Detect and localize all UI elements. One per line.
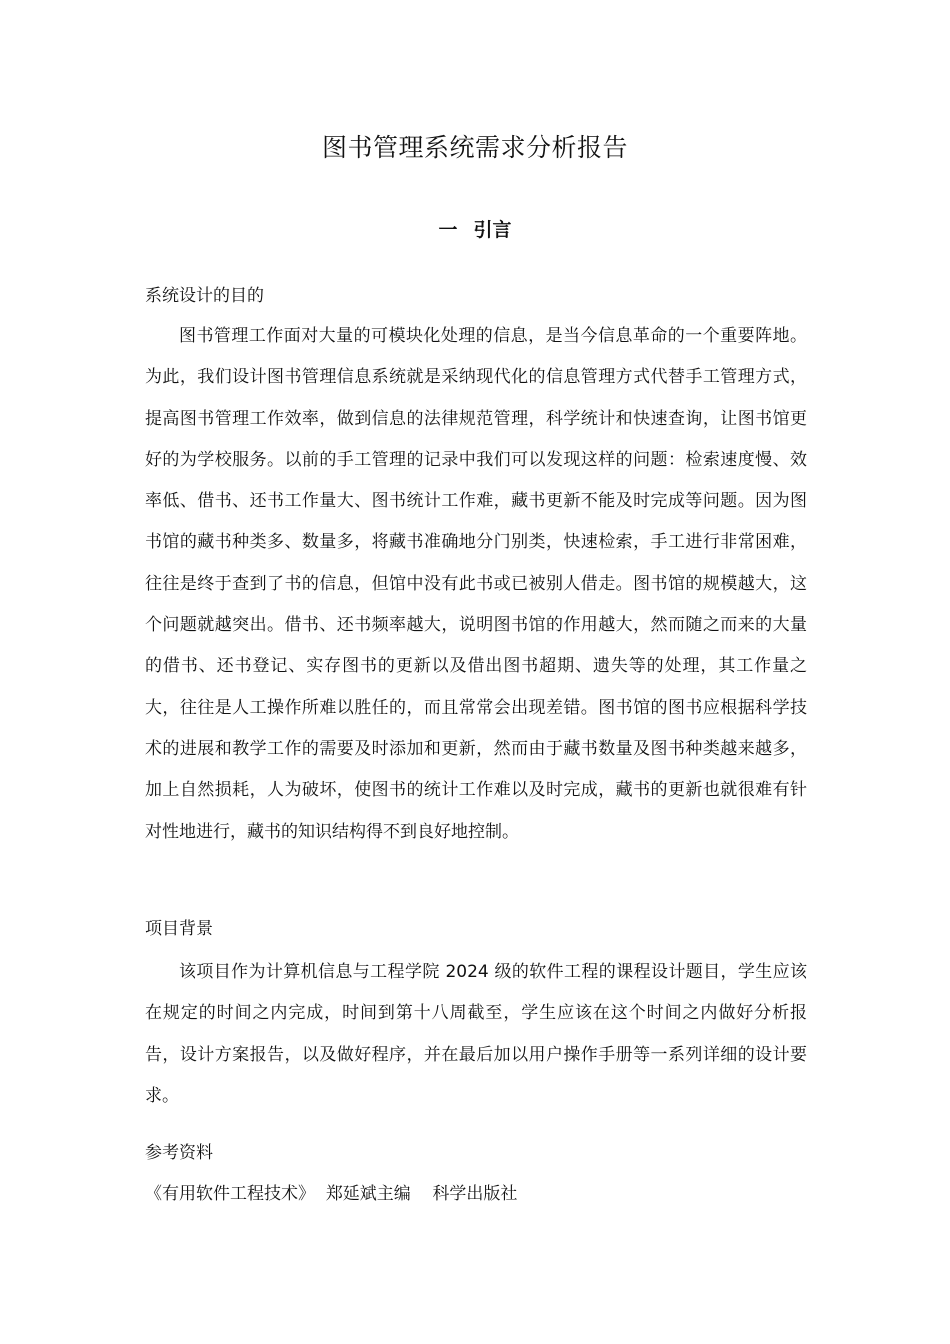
background-paragraph: 该项目作为计算机信息与工程学院 2024 级的软件工程的课程设计题目，学生应该在规定的时间之内完成，时间到第十八周截至，学生应该在这个时间之内做好分析报告，设计方案报告，以及做好程序，并在最后加以用户操作手册等一系列详细的设计要求。 [145, 962, 807, 1106]
section-number: 一 [438, 219, 458, 241]
reference-publisher: 科学出版社 [432, 1184, 518, 1204]
document-title: 图书管理系统需求分析报告 [321, 133, 628, 162]
background-heading: 项目背景 [145, 919, 213, 939]
reference-entry [145, 1180, 517, 1208]
purpose-heading: 系统设计的目的 [145, 286, 264, 306]
reference-author: 郑延斌主编 [325, 1184, 411, 1204]
purpose-paragraph: 图书管理工作面对大量的可模块化处理的信息，是当今信息革命的一个重要阵地。为此，我们设计图书管理信息系统就是采纳现代化的信息管理方式代替手工管理方式，提高图书管理工作效率，做到信息的法律规范管理，科学统计和快速查询，让图书馆更好的为学校服务。以前的手工管理的记录中我们可以发现这样的问题：检索速度慢、效率低、借书、还书工作量大、图书统计工作难，藏书更新不能及时完成等问题。因为图书馆的藏书种类多、数量多，将藏书准确地分门别类，快速检索，手工进行非常困难，往往是终于查到了书的信息，但馆中没有此书或已被别人借走。图书馆的规模越大，这个问题就越突出。借书、还书频率越大，说明图书馆的作用越大，然而随之而来的大量的借书、还书登记、实存图书的更新以及借出图书超期、遗失等的处理，其工作量之大，往往是人工操作所难以胜任的，而且常常会出现差错。图书馆的图书应根据科学技术的进展和教学工作的需要及时添加和更新，然而由于藏书数量及图书种类越来越多，加上自然损耗，人为破坏，使图书的统计工作难以及时完成，藏书的更新也就很难有针对性地进行，藏书的知识结构得不到良好地控制。 [145, 326, 807, 842]
references-heading: 参考资料 [145, 1143, 213, 1163]
reference-book-title: 《有用软件工程技术》 [145, 1184, 315, 1204]
section-heading [0, 214, 950, 246]
section-title: 引言 [473, 219, 512, 241]
